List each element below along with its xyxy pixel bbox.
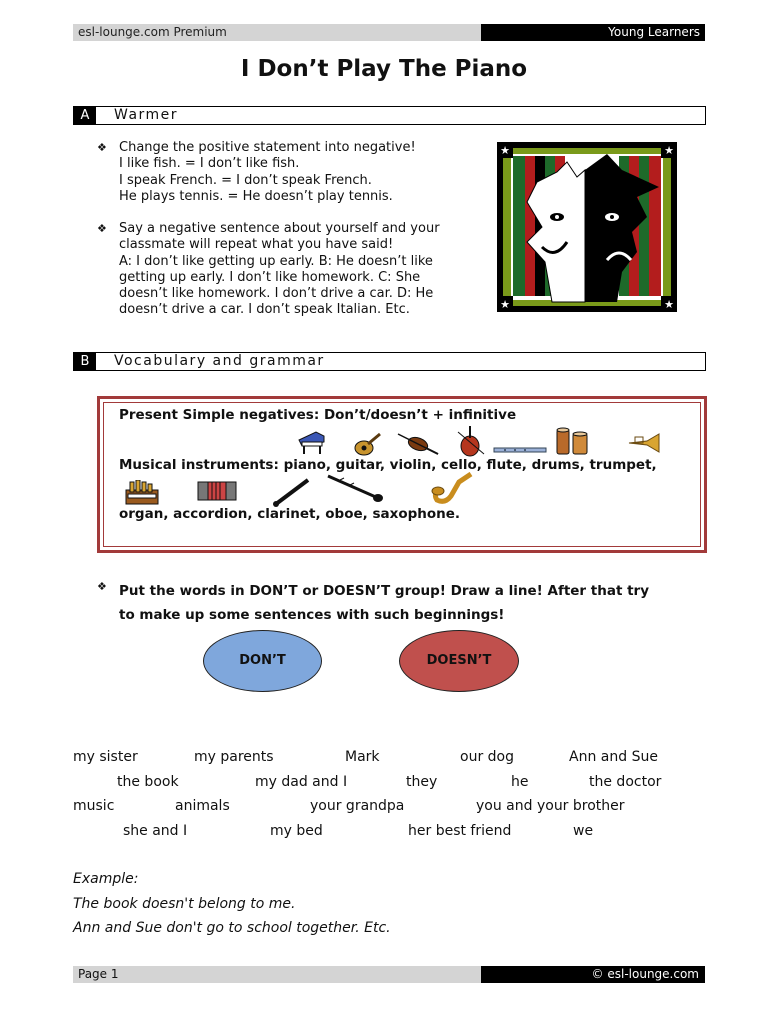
text-line: He plays tennis. = He doesn’t play tennis. [119, 188, 393, 204]
word-item: your grandpa [310, 798, 405, 814]
section-a-letter: A [74, 107, 96, 124]
section-b-label: Vocabulary and grammar [114, 353, 325, 369]
header-level-label: Young Learners [481, 24, 705, 41]
svg-text:★: ★ [664, 144, 674, 157]
footer-page-number: Page 1 [73, 966, 481, 983]
word-item: my dad and I [255, 774, 348, 790]
accordion-icon [196, 478, 238, 504]
word-item: he [511, 774, 529, 790]
text-line: doesn’t like homework. I don’t drive a car. D: He [119, 286, 434, 302]
bullet-icon: ❖ [97, 141, 107, 154]
section-b-header [73, 352, 706, 371]
saxophone-icon [429, 472, 475, 506]
word-item: you and your brother [476, 798, 625, 814]
text-line: to make up some sentences with such beginnings! [119, 607, 505, 623]
oboe-icon [326, 474, 384, 504]
example-label: Example: [73, 871, 139, 887]
doesnt-oval: DOESN’T [399, 630, 519, 692]
word-item: she and I [123, 823, 188, 839]
word-item: we [573, 823, 594, 839]
organ-icon [124, 480, 160, 506]
clarinet-icon [272, 476, 312, 508]
footer-copyright: © esl-lounge.com [481, 966, 705, 983]
trumpet-icon [627, 432, 661, 454]
text-line: I like fish. = I don’t like fish. [119, 156, 300, 172]
word-item: Mark [345, 749, 380, 765]
bullet-icon: ❖ [97, 580, 107, 593]
text-line: Say a negative sentence about yourself and your [119, 221, 440, 236]
word-item: my bed [270, 823, 323, 839]
dont-oval: DON’T [203, 630, 322, 692]
flute-icon [493, 444, 547, 456]
drums-icon [553, 424, 591, 458]
two-faces-illustration [497, 142, 677, 312]
text-line: getting up early. I don’t like homework. C: She [119, 269, 421, 285]
word-item: my sister [73, 749, 138, 765]
cello-icon [454, 424, 488, 458]
section-a-label: Warmer [114, 107, 179, 123]
word-item: animals [175, 798, 230, 814]
section-b-letter: B [74, 353, 96, 370]
text-line: Put the words in DON’T or DOESN’T group! Draw a line! After that try [119, 583, 650, 599]
text-line: I speak French. = I don’t speak French. [119, 172, 372, 188]
grammar-rule: Present Simple negatives: Don’t/doesn’t + infinitive [119, 407, 517, 423]
word-item: the book [117, 774, 179, 790]
word-item: the doctor [589, 774, 662, 790]
word-item: Ann and Sue [569, 749, 658, 765]
task-instructions [119, 579, 649, 627]
instruments-line-2: organ, accordion, clarinet, oboe, saxophone. [119, 506, 461, 522]
example-sentence-2: Ann and Sue don't go to school together. Etc. [73, 920, 391, 936]
example-sentence-1: The book doesn't belong to me. [73, 896, 296, 912]
text-line: doesn’t drive a car. I don’t speak Italian. Etc. [119, 302, 410, 318]
piano-icon [296, 428, 328, 456]
section-a-header [73, 106, 706, 125]
word-item: music [73, 798, 115, 814]
page-title: I Don’t Play The Piano [240, 56, 528, 82]
word-item: our dog [460, 749, 514, 765]
word-item: they [406, 774, 438, 790]
instruments-line-1: Musical instruments: piano, guitar, violin, cello, flute, drums, trumpet, [119, 457, 657, 473]
warmer-bullet-2 [97, 221, 484, 319]
violin-icon [396, 432, 440, 456]
text-line: classmate will repeat what you have said! [119, 237, 394, 253]
bullet-icon: ❖ [97, 222, 107, 235]
word-item: her best friend [408, 823, 512, 839]
warmer-bullet-1 [97, 140, 479, 205]
grammar-box-inner-border [103, 402, 701, 547]
text-line: Change the positive statement into negative! [119, 140, 416, 155]
text-line: A: I don’t like getting up early. B: He doesn’t like [119, 253, 433, 269]
svg-text:★: ★ [664, 298, 674, 311]
svg-text:★: ★ [500, 144, 510, 157]
header-site-label: esl-lounge.com Premium [73, 24, 481, 41]
word-item: my parents [194, 749, 274, 765]
guitar-icon [352, 430, 382, 458]
svg-text:★: ★ [500, 298, 510, 311]
